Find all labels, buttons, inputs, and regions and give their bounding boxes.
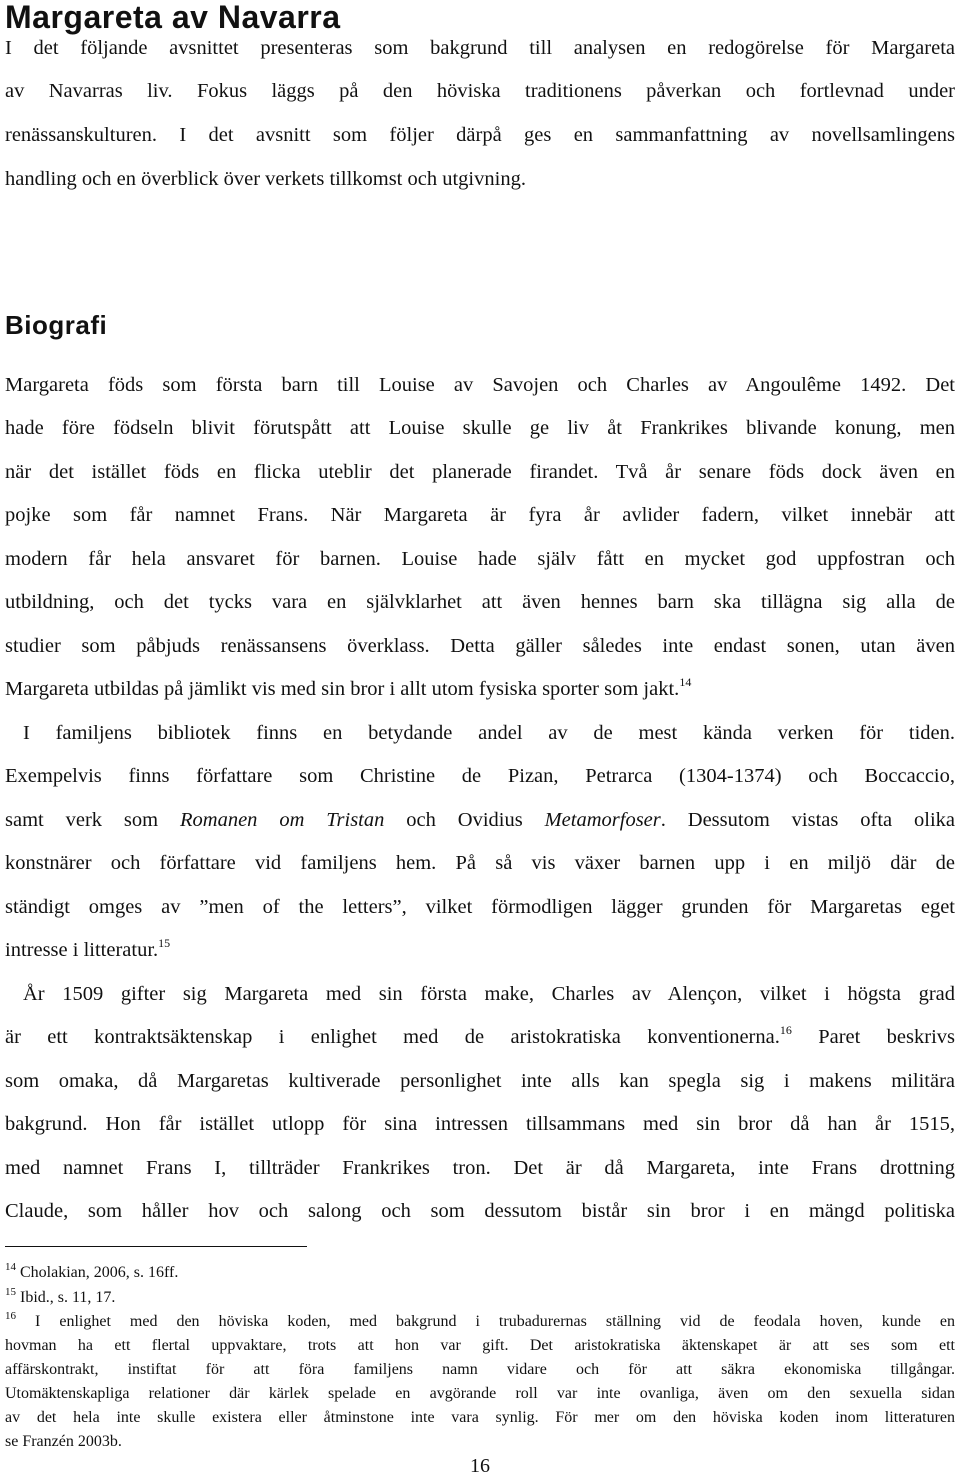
footnote-line: av det hela inte skulle existera eller åtminstone inte vara synlig. För mer om den höviska koden inom litteraturen [5,1409,955,1426]
footnote-number: 14 [5,1261,16,1273]
body-line: studier som påbjuds renässansens överklass. Detta gäller således inte endast sonen, utan även [5,635,955,657]
intro-line: av Navarras liv. Fokus läggs på den höviska traditionens påverkan och fortlevnad under [5,80,955,102]
footnote-number: 15 [5,1286,16,1298]
footnote-ref[interactable]: 16 [779,1023,792,1037]
footnote-ref[interactable]: 14 [679,675,692,689]
footnote-text: Ibid., s. 11, 17. [16,1289,116,1306]
footnote-separator [5,1246,307,1247]
body-line: hade före födseln blivit förutspått att Louise skulle ge liv åt Frankrikes blivande konung, men [5,417,955,439]
intro-line: I det följande avsnittet presenteras som bakgrund till analysen en redogörelse för Margareta [5,37,955,59]
body-line: när det istället föds en flicka uteblir det planerade firandet. Två år senare föds dock även en [5,461,955,483]
footnote-14 [5,1263,955,1283]
body-line: I familjens bibliotek finns en betydande andel av de mest kända verken för tiden. [23,722,955,744]
body-line: modern får hela ansvaret för barnen. Louise hade själv fått en mycket god uppfostran och [5,548,955,570]
body-line: Claude, som håller hov och salong och som dessutom bistår sin bror i en mängd politiska [5,1200,955,1222]
body-line: konstnärer och författare vid familjens hem. På så vis växer barnen upp i en miljö där de [5,852,955,874]
page-number: 16 [470,1455,490,1477]
body-text: intresse i litteratur. [5,939,159,961]
body-text: Paret beskrivs [791,1026,955,1048]
intro-line: handling och en överblick över verkets tillkomst och utgivning. [5,168,526,190]
body-line: ständigt omges av ”men of the letters”, vilket förmodligen lägger grunden för Margaretas eget [5,896,955,918]
body-line: utbildning, och det tycks vara en självklarhet att även hennes barn ska tillägna sig alla de [5,591,955,613]
footnote-16 [5,1312,955,1332]
footnote-line: se Franzén 2003b. [5,1433,122,1450]
body-line: pojke som får namnet Frans. När Margareta är fyra år avlider fadern, vilket innebär att [5,504,955,526]
footnote-text: Cholakian, 2006, s. 16ff. [16,1264,179,1281]
body-text: är ett kontraktsäktenskap i enlighet med de aristokratiska konventionerna. [5,1026,780,1048]
footnote-line: Utomäktenskapliga relationer där kärlek spelade en avgörande roll var inte ovanliga, även om den sexuella sidan [5,1385,955,1402]
footnote-number: 16 [5,1310,16,1322]
body-line [5,807,955,833]
body-text: och Ovidius [384,809,545,831]
body-text: samt verk som [5,809,180,831]
footnote-ref[interactable]: 15 [158,936,171,950]
body-line: som omaka, då Margaretas kultiverade personlighet inte alls kan spegla sig i makens militära [5,1070,955,1092]
body-line: Exempelvis finns författare som Christine de Pizan, Petrarca (1304-1374) och Boccaccio, [5,765,955,787]
intro-line: renässanskulturen. I det avsnitt som följer därpå ges en sammanfattning av novellsamlingens [5,124,955,146]
page-title: Margareta av Navarra [5,0,341,35]
work-title: Metamorfoser [544,809,661,831]
work-title: Romanen om Tristan [180,809,385,831]
footnote-line: hovman ha ett flertal uppvaktare, trots att hon var gift. Det aristokratiska äktenskapet är att ses som ett [5,1337,955,1354]
body-line [5,1024,955,1050]
footnote-text: I enlighet med den höviska koden, med bakgrund i trubadurernas ställning vid de feodala hoven, kunde en [16,1313,955,1330]
body-line: År 1509 gifter sig Margareta med sin första make, Charles av Alençon, vilket i högsta grad [23,983,955,1005]
footnote-line: affärskontrakt, instiftat för att föra familjens namn vidare och för att säkra ekonomiska tillgångar. [5,1361,955,1378]
body-line: Margareta föds som första barn till Louise av Savojen och Charles av Angoulême 1492. Det [5,374,955,396]
body-text: Margareta utbildas på jämlikt vis med sin bror i allt utom fysiska sporter som jakt. [5,678,680,700]
body-line: med namnet Frans I, tillträder Frankrikes tron. Det är då Margareta, inte Frans drottning [5,1157,955,1179]
body-line [5,937,955,963]
section-heading: Biografi [5,310,108,340]
body-line [5,676,955,702]
footnote-15 [5,1288,955,1308]
body-line: bakgrund. Hon får istället utlopp för sina intressen tillsammans med sin bror då han år 1515, [5,1113,955,1135]
body-text: . Dessutom vistas ofta olika [660,809,955,831]
